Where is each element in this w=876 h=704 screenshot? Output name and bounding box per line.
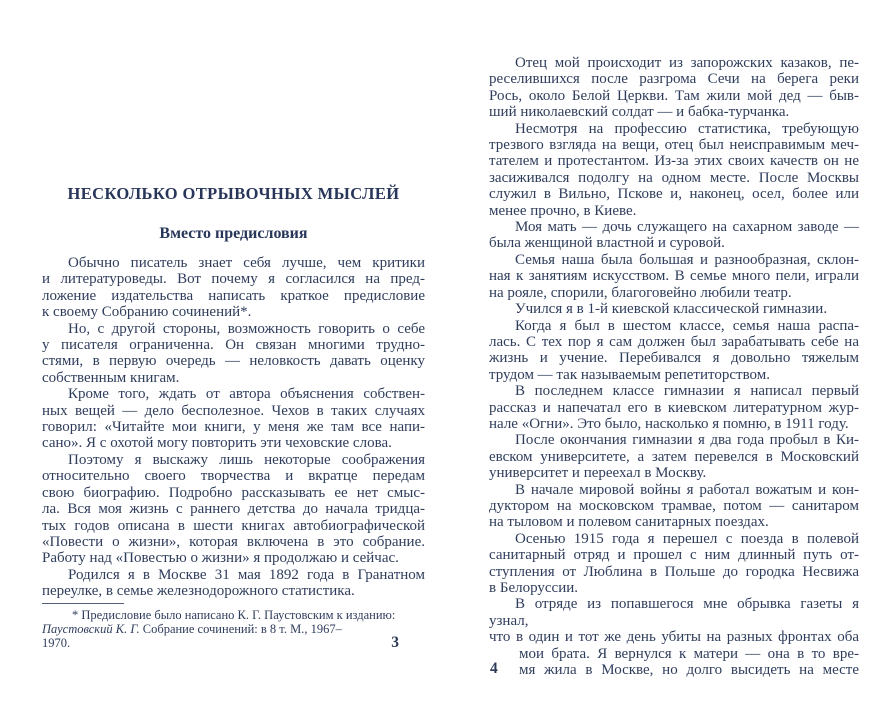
text-line: в Белоруссии. — [489, 580, 579, 596]
text-line: университет и переехал в Москву. — [489, 465, 707, 482]
text-line: у писателя ограниченна. Он связан многими трудно- — [42, 337, 425, 354]
text-line: относительно своего творчества и вкратце передам — [42, 468, 425, 485]
text-line: санитарный отряд и прошел с ним длинный путь от- — [489, 547, 859, 564]
text-line: ная к занятиям искусством. В семье много пели, играли — [489, 268, 859, 285]
text-line: засиживался подолгу на одном месте. После Москвы — [489, 169, 859, 186]
text-line: собственным книгам. — [42, 369, 180, 386]
text-line: лась. С тех пор я сам должен был зарабатывать себе на — [489, 333, 859, 350]
right-page-body — [489, 55, 859, 646]
footnote-line-1: * Предисловие было написано К. Г. Паустовским к изданию: — [72, 607, 396, 622]
text-line: ступления от Люблина в Польше до городка Несвижа — [489, 563, 859, 580]
footnote-author-italic: Паустовский К. Г. — [42, 621, 140, 636]
text-line: дуктором на московском трамвае, потом — санитаром — [489, 497, 859, 514]
page-number-left: 3 — [391, 633, 399, 651]
footnote-line-3: 1970. — [42, 635, 71, 650]
text-line: После окончания гимназии я два года пробыл в Ки- — [515, 432, 859, 449]
text-line: служил в Вильно, Пскове и, наконец, осел, более или — [489, 186, 859, 203]
text-line: на тыловом и полевом санитарных поездах. — [489, 514, 769, 531]
text-line: Поэтому я выскажу лишь некоторые соображения — [68, 451, 425, 468]
text-line: «Повести о жизни», которая включена в это собрание. — [42, 533, 425, 550]
chapter-title: НЕСКОЛЬКО ОТРЫВОЧНЫХ МЫСЛЕЙ — [67, 184, 400, 203]
bottom-indented-lines — [519, 646, 859, 679]
text-line: менее прочно, в Киеве. — [489, 202, 637, 219]
text-line: сано». Я с охотой могу повторить эти чеховские слова. — [42, 435, 392, 452]
text-line: ла. Вся моя жизнь с раннего детства до начала тридца- — [42, 501, 425, 518]
text-line: и литературоведы. Вот почему я согласился на пред- — [42, 271, 425, 288]
text-line: трезвого взгляда на вещи, отец был неисправимым меч- — [489, 137, 859, 154]
footnote — [42, 603, 425, 650]
text-line: Работу над «Повестью о жизни» я продолжаю и сейчас. — [42, 550, 399, 567]
footnote-line-3-row — [42, 633, 425, 651]
text-line: Кроме того, ждать от автора объяснения собствен- — [68, 386, 425, 403]
text-line: тателем и протестантом. Из-за этих своих качеств он не — [489, 153, 859, 170]
text-line: переулке, в семье железнодорожного статистика. — [42, 583, 355, 600]
text-line: Когда я был в шестом классе, семья наша распа- — [515, 317, 859, 334]
text-line: к своему Собранию сочинений*. — [42, 304, 252, 321]
text-line: ший николаевский солдат — и бабка-турчанка. — [489, 104, 790, 121]
text-line: Отец мой происходит из запорожских казаков, пе- — [515, 55, 859, 71]
text-line: стями, в первую очередь — неловкость давать оценку — [42, 353, 425, 370]
text-line: ложение издательства написать краткое предисловие — [42, 287, 425, 304]
text-line: Обычно писатель знает себя лучше, чем критики — [68, 255, 425, 271]
text-line: Моя мать — дочь служащего на сахарном заводе — — [515, 219, 859, 236]
text-line: Учился я в 1-й киевской классической гимназии. — [515, 301, 828, 318]
text-line: Но, с другой стороны, возможность говорить о себе — [68, 320, 425, 337]
section-subtitle: Вместо предисловия — [159, 225, 308, 242]
text-line: евском университете, а затем перевелся в Московский — [489, 448, 859, 465]
text-line: тых годов описана в шести книгах автобиографической — [42, 517, 425, 534]
text-line: свою биографию. Подробно рассказывать ее нет смыс- — [42, 484, 425, 501]
text-line: на рояле, спорили, благоговейно любили театр. — [489, 284, 792, 301]
text-line: В начале мировой войны я работал вожатым и кон- — [515, 481, 859, 498]
text-line: мя жила в Москве, но долго высидеть на месте — [519, 662, 859, 679]
footnote-rule — [42, 603, 124, 604]
page-right — [489, 0, 859, 678]
text-line: В последнем классе гимназии я написал первый — [515, 383, 859, 400]
text-line: Родился я в Москве 31 мая 1892 года в Гранатном — [68, 566, 425, 583]
text-line: говорил: «Читайте мои книги, у меня же там все напи- — [42, 419, 425, 436]
text-line: мои брата. Я вернулся к матери — она в то вре- — [519, 645, 859, 662]
text-line: была женщиной властной и суровой. — [489, 235, 725, 252]
left-page-body — [42, 255, 425, 600]
text-line: Рось, около Белой Церкви. Там жили мой дед — быв- — [489, 87, 859, 104]
text-line: реселившихся после разгрома Сечи на берега реки — [489, 71, 859, 88]
text-line: Семья наша была большая и разнообразная, склон- — [515, 251, 859, 268]
text-line: ных вещей — дело бесполезное. Чехов в таких случаях — [42, 402, 425, 419]
text-line: нале «Огни». Это было, насколько я помню, в 1911 году. — [489, 415, 849, 432]
page-left — [42, 0, 425, 650]
text-line: Несмотря на профессию статистика, требующую — [515, 120, 859, 137]
text-line: трудом — так называемым репетиторством. — [489, 366, 771, 383]
text-line: жизнь и учение. Перебивался я довольно тяжелым — [489, 350, 859, 367]
text-line: что в один и тот же день убиты на разных фронтах оба — [489, 629, 859, 646]
page-number-right: 4 — [490, 660, 498, 678]
page-bottom — [489, 646, 859, 679]
footnote-line-2 — [42, 622, 425, 636]
text-line: Осенью 1915 года я перешел с поезда в полевой — [515, 530, 859, 547]
text-line: рассказ и напечатал его в киевском литературном жур- — [489, 399, 859, 416]
text-line: В отряде из попавшегося мне обрывка газеты я узнал, — [489, 596, 859, 629]
footnote-line-2-rest: Собрание сочинений: в 8 т. М., 1967– — [139, 621, 342, 636]
